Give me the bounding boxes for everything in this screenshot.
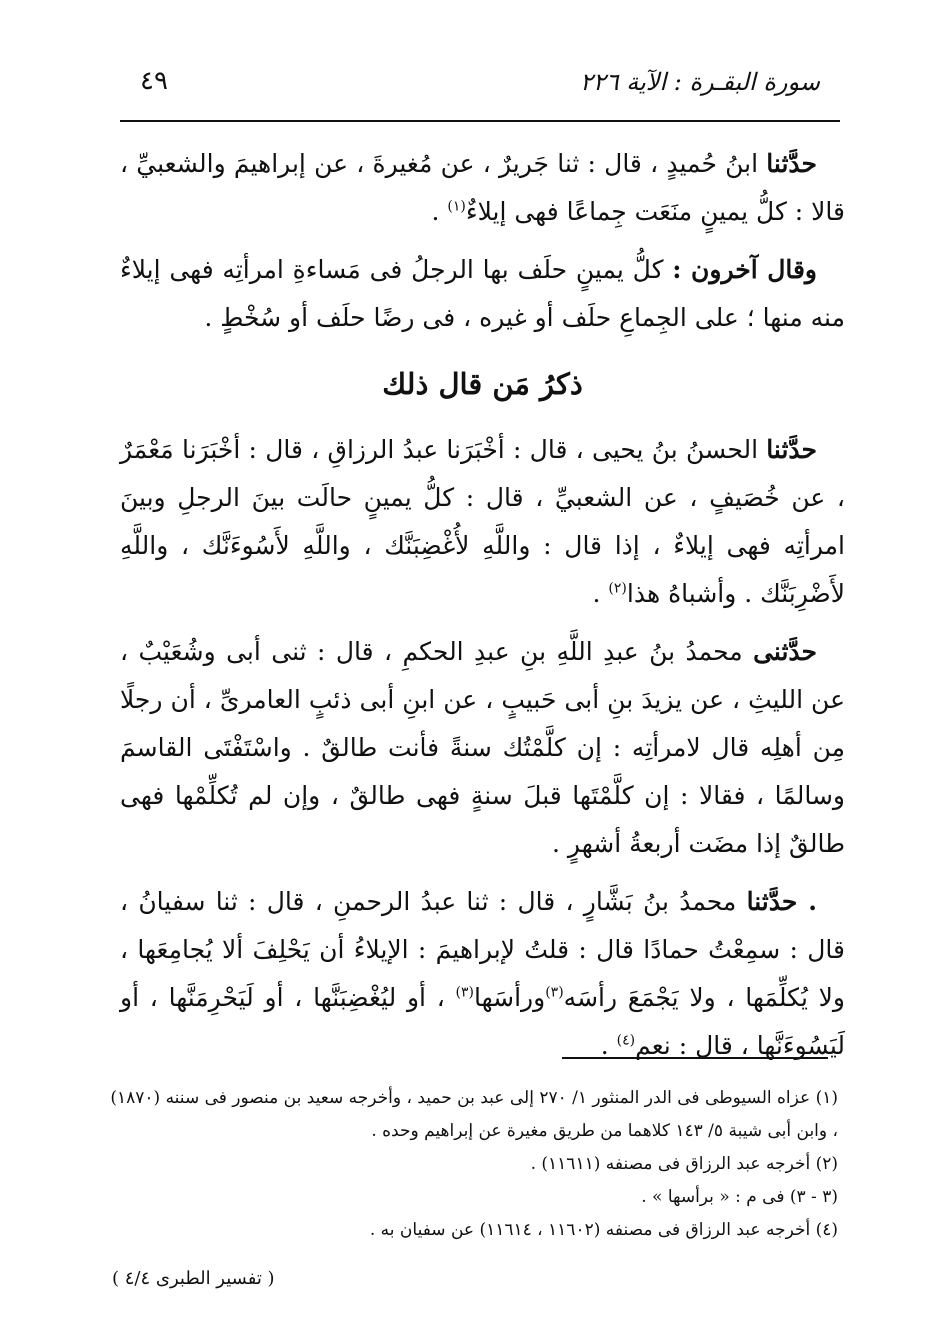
paragraph-tail: . [600, 1031, 617, 1060]
paragraph-text: ابنُ حُميدٍ ، قال : ثنا جَريرٌ ، عن مُغيرةَ ، عن إبراهيمَ والشعبيِّ ، قالا : كلُّ يمينٍ منَعَت جِماعًا فهى إيلاءٌ [120, 149, 845, 226]
paragraph-text: الحسنُ بنُ يحيى ، قال : أخْبَرَنا عبدُ الرزاقِ ، قال : أخْبَرَنا مَعْمَرٌ ، عن خُصَيفٍ ، عن الشعبيِّ ، قال : كلُّ يمينٍ حالَت بينَ الرجلِ وبينَ امرأتِه فهى إيلاءٌ ، إذا قال : واللَّهِ لأُغْضِبَنَّك ، واللَّهِ لأَسُوءَنَّك ، واللَّهِ لأَضْرِبَنَّك . وأشباهُ هذا [120, 435, 845, 608]
footnote-rule [562, 1057, 828, 1059]
paragraph-lead: وقال آخرون : [672, 255, 817, 284]
footnotes [110, 1082, 838, 1247]
paragraph [120, 246, 845, 342]
page-number: ٤٩ [140, 66, 168, 96]
paragraph-lead: حدَّثنا [766, 149, 817, 178]
footnote-marker: (٣) [455, 984, 475, 1001]
paragraph [120, 628, 845, 868]
section-heading: ذكرُ مَن قال ذلك [382, 367, 583, 401]
paragraph [120, 140, 845, 236]
paragraph-text: ورأسَها [474, 983, 546, 1012]
page-footer: ( تفسير الطبرى ٤/٤ ) [112, 1268, 275, 1289]
footnote: (١) عزاه السيوطى فى الدر المنثور ١/ ٢٧٠ إلى عبد بن حميد ، وأخرجه سعيد بن منصور فى سننه (١٨٧٠) ، وابن أبى شيبة ٥/ ١٤٣ كلاهما من طريق مغيرة عن إبراهيم وحده . [110, 1088, 838, 1141]
paragraph-text: كلُّ يمينٍ حلَف بها الرجلُ فى مَساءةِ امرأتِه فهى إيلاءٌ منه منها ؛ على الجِماعِ حلَف أو غيره ، فى رضًا حلَف أو سُخْطٍ . [120, 255, 845, 332]
paragraph-text: ، أو ليُغْضِبَنَّها ، أو لَيَحْرِمَنَّها ، أو لَيَسُوءَنَّها ، قال : نعم [120, 983, 845, 1060]
running-title: سورة البقـرة : الآية ٢٢٦ [579, 68, 820, 96]
footnote: (٤) أخرجه عبد الرزاق فى مصنفه (١١٦٠٢ ، ١١٦١٤) عن سفيان به . [369, 1220, 838, 1240]
page-header [120, 58, 840, 122]
paragraph-lead: . حدَّثنا [746, 887, 818, 916]
paragraph [120, 426, 845, 618]
paragraph-tail: . [431, 197, 448, 226]
main-text [120, 140, 845, 1080]
footnote: (٣ - ٣) فى م : « برأسها » . [641, 1187, 838, 1207]
paragraph-lead: حدَّثنا [766, 435, 817, 464]
paragraph-text: محمدُ بنُ بَشَّارٍ ، قال : ثنا عبدُ الرحمنِ ، قال : ثنا سفيانُ ، قال : سمِعْتُ حمادًا قال : قلتُ لإبراهيمَ : الإيلاءُ أن يَحْلِفَ ألا يُجامِعَها ، ولا يُكلِّمَها ، ولا يَجْمَعَ رأسَه [120, 887, 845, 1012]
header-rule [120, 120, 840, 122]
footnote: (٢) أخرجه عبد الرزاق فى مصنفه (١١٦١١) . [530, 1154, 838, 1174]
footnote-marker: (٢) [608, 580, 627, 597]
footnote-marker: (٣) [545, 984, 564, 1001]
paragraph [120, 878, 845, 1070]
footnote-marker: (٤) [616, 1032, 636, 1049]
footnote-marker: (١) [447, 198, 466, 215]
paragraph-lead: حدَّثنى [753, 637, 817, 666]
paragraph-text: محمدُ بنُ عبدِ اللَّهِ بنِ عبدِ الحكمِ ، قال : ثنى أبى وشُعَيْبٌ ، عن الليثِ ، عن يزيدَ بنِ أبى حَبيبٍ ، عن ابنِ أبى ذئبٍ العامرىِّ ، أن رجلًا مِن أهلِه قال لامرأتِه : إن كلَّمْتُك سنةً فأنت طالقٌ . واسْتَفْتَى القاسمَ وسالمًا ، فقالا : إن كلَّمْتَها قبلَ سنةٍ فهى طالقٌ ، وإن لم تُكلِّمْها فهى طالقٌ إذا مضَت أربعةُ أشهرٍ . [120, 637, 845, 858]
paragraph-tail: . [592, 579, 609, 608]
